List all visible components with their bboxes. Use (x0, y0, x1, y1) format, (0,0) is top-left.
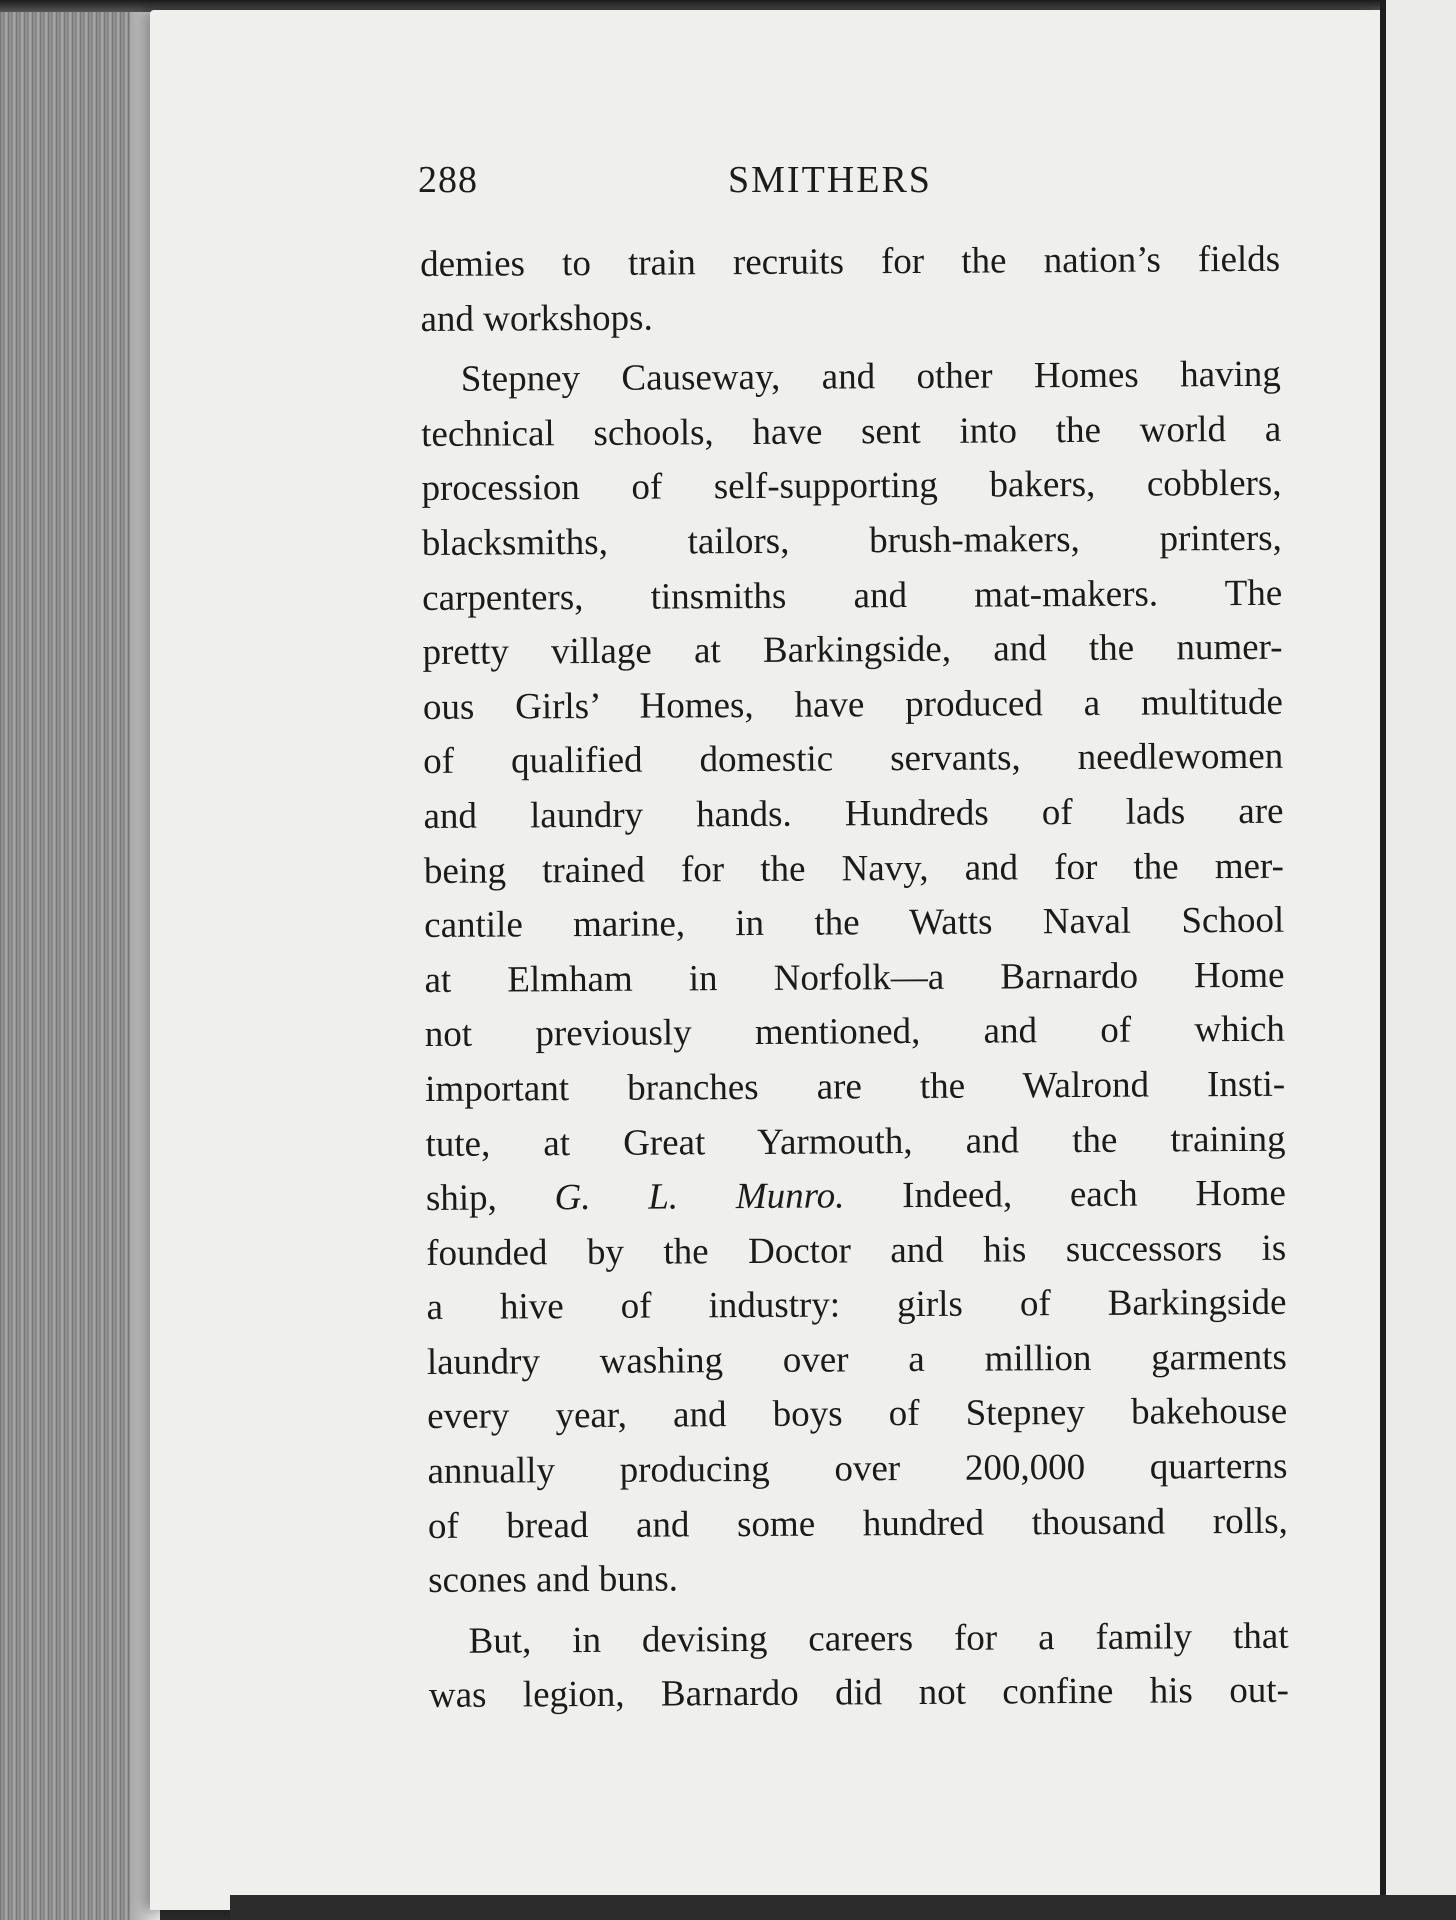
text-line: every year, and boys of Stepney bakehouse (427, 1391, 1288, 1438)
text-line: blacksmiths, tailors, brush-makers, printers, (421, 517, 1282, 564)
body-text (420, 233, 1289, 1724)
text-line: pretty village at Barkingside, and the numer- (422, 626, 1283, 674)
text-fragment: Indeed, each Home (844, 1172, 1286, 1217)
page-number: 288 (418, 159, 478, 201)
text-line: cantile marine, in the Watts Naval School (424, 899, 1285, 947)
text-line: ous Girls’ Homes, have produced a multitude (422, 681, 1283, 728)
text-line: of qualified domestic servants, needlewomen (423, 736, 1284, 783)
text-line: But, in devising careers for a family that (468, 1615, 1289, 1662)
text-line: was legion, Barnardo did not confine his out- (428, 1670, 1290, 1717)
text-line: Stepney Causeway, and other Homes having (460, 353, 1281, 400)
text-line: scones and buns. (428, 1558, 679, 1602)
facing-page-edge (1386, 0, 1456, 1920)
paragraph-3 (428, 1610, 1289, 1724)
text-line: laundry washing over a million garments (426, 1336, 1287, 1383)
text-line: demies to train recruits for the nation’s fields (420, 238, 1281, 285)
text-line: carpenters, tinsmiths and mat-makers. The (422, 572, 1283, 619)
text-line: procession of self-supporting bakers, cobblers, (421, 463, 1282, 510)
text-line: a hive of industry: girls of Barkingside (426, 1282, 1287, 1329)
bottom-shadow (230, 1895, 1456, 1920)
text-line: founded by the Doctor and his successors is (426, 1227, 1287, 1274)
text-line: of bread and some hundred thousand rolls, (427, 1500, 1288, 1547)
paragraph-2 (421, 348, 1289, 1609)
ship-name: G. L. Munro. (554, 1175, 845, 1219)
text-line: not previously mentioned, and of which (424, 1009, 1285, 1056)
text-line: annually producing over 200,000 quarterns (427, 1445, 1288, 1493)
text-line: important branches are the Walrond Insti- (425, 1063, 1286, 1110)
text-line: at Elmham in Norfolk—a Barnardo Home (424, 954, 1285, 1001)
book-page-edges (0, 0, 160, 1920)
running-title: SMITHERS (728, 159, 932, 201)
text-line: and laundry hands. Hundreds of lads are (423, 790, 1284, 837)
text-line: tute, at Great Yarmouth, and the training (425, 1118, 1286, 1165)
paragraph-1 (420, 233, 1281, 347)
text-line: being trained for the Navy, and for the mer- (423, 845, 1284, 892)
text-line-with-ship-name (426, 1167, 1286, 1227)
text-line: technical schools, have sent into the world a (421, 408, 1282, 455)
text-fragment: ship, (425, 1177, 555, 1220)
running-head (418, 158, 1278, 208)
text-line: and workshops. (420, 297, 653, 340)
